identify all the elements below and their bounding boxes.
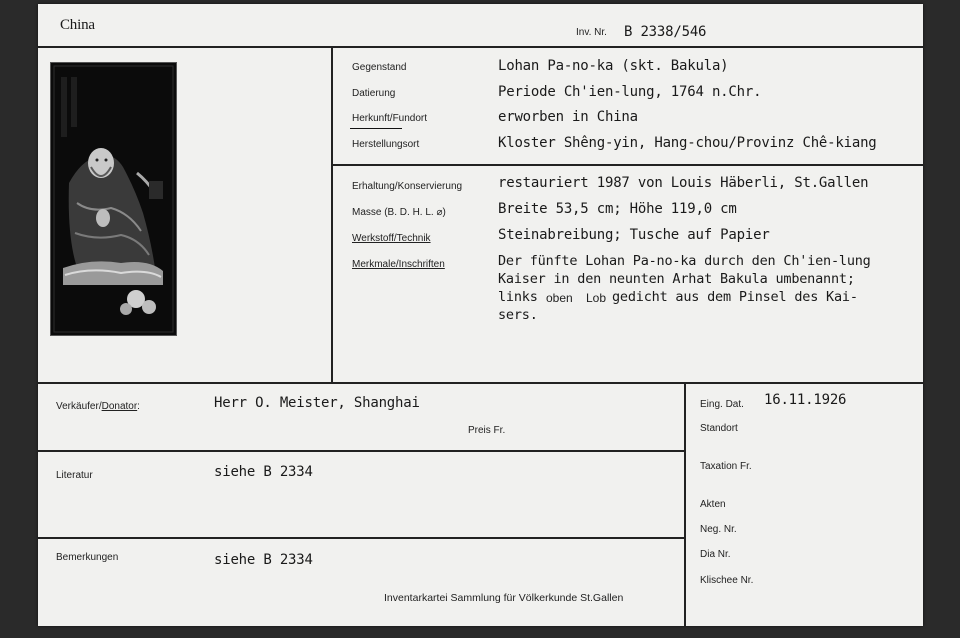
herkunft-underline (350, 128, 402, 129)
merkmale-line-3-handwritten: oben (546, 291, 573, 305)
inv-label: Inv. Nr. (576, 27, 607, 38)
verkaeufer-value: Herr O. Meister, Shanghai (214, 395, 420, 411)
artwork-photo (50, 62, 177, 336)
eing-label: Eing. Dat. (700, 399, 744, 410)
werkstoff-label: Werkstoff/Technik (352, 233, 431, 244)
neg-label: Neg. Nr. (700, 524, 737, 535)
merkmale-line-2: Kaiser in den neunten Arhat Bakula umbenannt; (498, 271, 855, 287)
standort-label: Standort (700, 423, 738, 434)
inv-number: B 2338/546 (624, 24, 707, 40)
werkstoff-value: Steinabreibung; Tusche auf Papier (498, 227, 770, 243)
herstellungsort-label: Herstellungsort (352, 139, 420, 150)
gegenstand-value: Lohan Pa-no-ka (skt. Bakula) (498, 58, 729, 74)
bemerkungen-value: siehe B 2334 (214, 552, 313, 568)
literatur-label: Literatur (56, 470, 93, 481)
akten-label: Akten (700, 499, 726, 510)
seller-divider (38, 450, 684, 452)
eing-value: 16.11.1926 (764, 392, 847, 408)
merkmale-line-3-insert: Lob (586, 291, 607, 305)
bemerkungen-label: Bemerkungen (56, 552, 119, 563)
masse-value: Breite 53,5 cm; Höhe 119,0 cm (498, 201, 737, 217)
datierung-label: Datierung (352, 88, 396, 99)
header-divider (38, 46, 923, 48)
upper-lower-divider (38, 382, 923, 384)
gegenstand-label: Gegenstand (352, 62, 407, 73)
literature-divider (38, 537, 684, 539)
verkaeufer-label-text: Verkäufer (56, 401, 99, 412)
donator-label-text: Donator (101, 401, 138, 412)
right-column-divider (684, 382, 686, 626)
country-label: China (60, 17, 95, 33)
merkmale-line-3a: links (498, 289, 538, 305)
lohan-rubbing-image (51, 63, 176, 335)
dia-label: Dia Nr. (700, 549, 731, 560)
card-footer: Inventarkartei Sammlung für Völkerkunde St.Gallen (384, 592, 624, 604)
klischee-label: Klischee Nr. (700, 575, 754, 586)
merkmale-line-1: Der fünfte Lohan Pa-no-ka durch den Ch'ien-lung (498, 253, 871, 269)
merkmale-label: Merkmale/Inschriften (352, 259, 445, 270)
herkunft-value: erworben in China (498, 109, 638, 125)
masse-label: Masse (B. D. H. L. ⌀) (352, 207, 446, 218)
verkaeufer-label: Verkäufer/Donator: (56, 401, 140, 412)
erhaltung-label: Erhaltung/Konservierung (352, 181, 463, 192)
photo-divider (331, 46, 333, 384)
taxation-label: Taxation Fr. (700, 461, 752, 472)
herstellungsort-value: Kloster Shêng-yin, Hang-chou/Provinz Chê-kiang (498, 135, 877, 151)
preis-label: Preis Fr. (468, 425, 506, 436)
herkunft-label: Herkunft/Fundort (352, 113, 428, 124)
merkmale-line-3b: gedicht aus dem Pinsel des Kai- (612, 289, 858, 305)
inventory-card (38, 4, 923, 626)
object-section-divider (331, 164, 923, 166)
erhaltung-value: restauriert 1987 von Louis Häberli, St.Gallen (498, 175, 869, 191)
datierung-value: Periode Ch'ien-lung, 1764 n.Chr. (498, 84, 762, 100)
merkmale-line-4: sers. (498, 307, 538, 323)
literatur-value: siehe B 2334 (214, 464, 313, 480)
